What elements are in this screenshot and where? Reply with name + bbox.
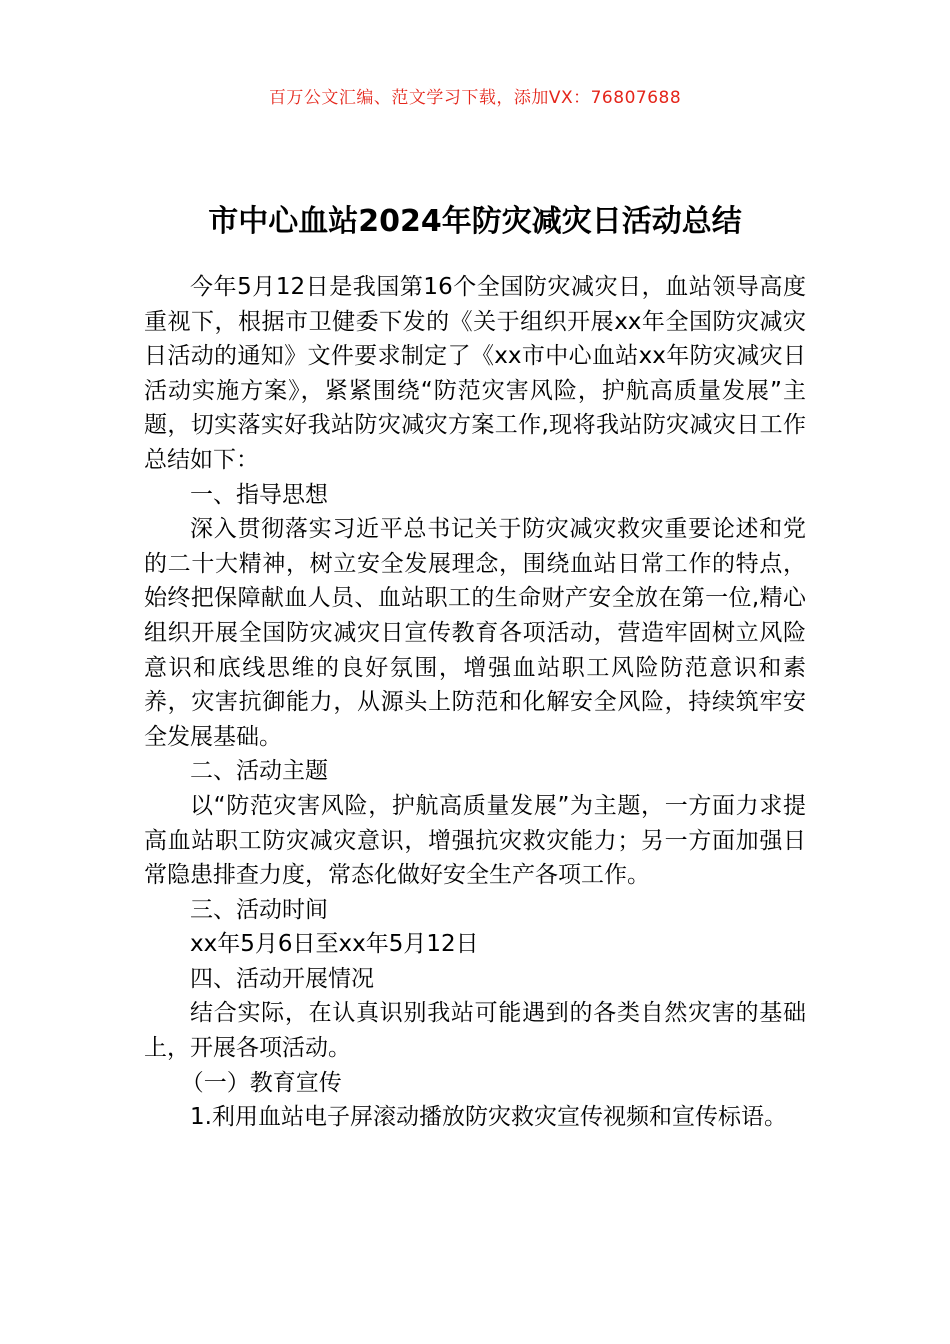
paragraph-education-item-1: 1.利用血站电子屏滚动播放防灾救灾宣传视频和宣传标语。 (190, 1104, 787, 1131)
paragraph-intro: 今年5月12日是我国第16个全国防灾减灾日，血站领导高度重视下，根据市卫健委下发的《关于组织开展xx年全国防灾减灾日活动的通知》文件要求制定了《xx市中心血站xx年防灾减灾日活动实施方案》，紧紧围绕“防范灾害风险，护航高质量发展”主题，切实落实好我站防灾减灾方案工作,现将我站防灾减灾日工作总结如下： (144, 274, 806, 473)
paragraph-activity-time: xx年5月6日至xx年5月12日 (190, 931, 479, 958)
paragraph-activity-progress: 结合实际，在认真识别我站可能遇到的各类自然灾害的基础上，开展各项活动。 (144, 1000, 806, 1062)
document-body (144, 270, 806, 1135)
promo-banner: 百万公文汇编、范文学习下载，添加VX：76807688 (268, 88, 682, 108)
section-heading-guiding-ideology: 一、指导思想 (190, 481, 328, 508)
document-title: 市中心血站2024年防灾减灾日活动总结 (208, 204, 742, 240)
section-heading-activity-time: 三、活动时间 (190, 896, 328, 923)
subsection-heading-education: （一）教育宣传 (180, 1069, 342, 1096)
section-heading-activity-progress: 四、活动开展情况 (190, 965, 374, 992)
section-heading-activity-theme: 二、活动主题 (190, 758, 328, 785)
paragraph-guiding-ideology: 深入贯彻落实习近平总书记关于防灾减灾救灾重要论述和党的二十大精神，树立安全发展理念，围绕血站日常工作的特点，始终把保障献血人员、血站职工的生命财产安全放在第一位,精心组织开展全国防灾减灾日宣传教育各项活动，营造牢固树立风险意识和底线思维的良好氛围，增强血站职工风险防范意识和素养，灾害抗御能力，从源头上防范和化解安全风险，持续筑牢安全发展基础。 (144, 516, 806, 750)
paragraph-activity-theme: 以“防范灾害风险，护航高质量发展”为主题，一方面力求提高血站职工防灾减灾意识，增强抗灾救灾能力；另一方面加强日常隐患排查力度，常态化做好安全生产各项工作。 (144, 792, 806, 889)
